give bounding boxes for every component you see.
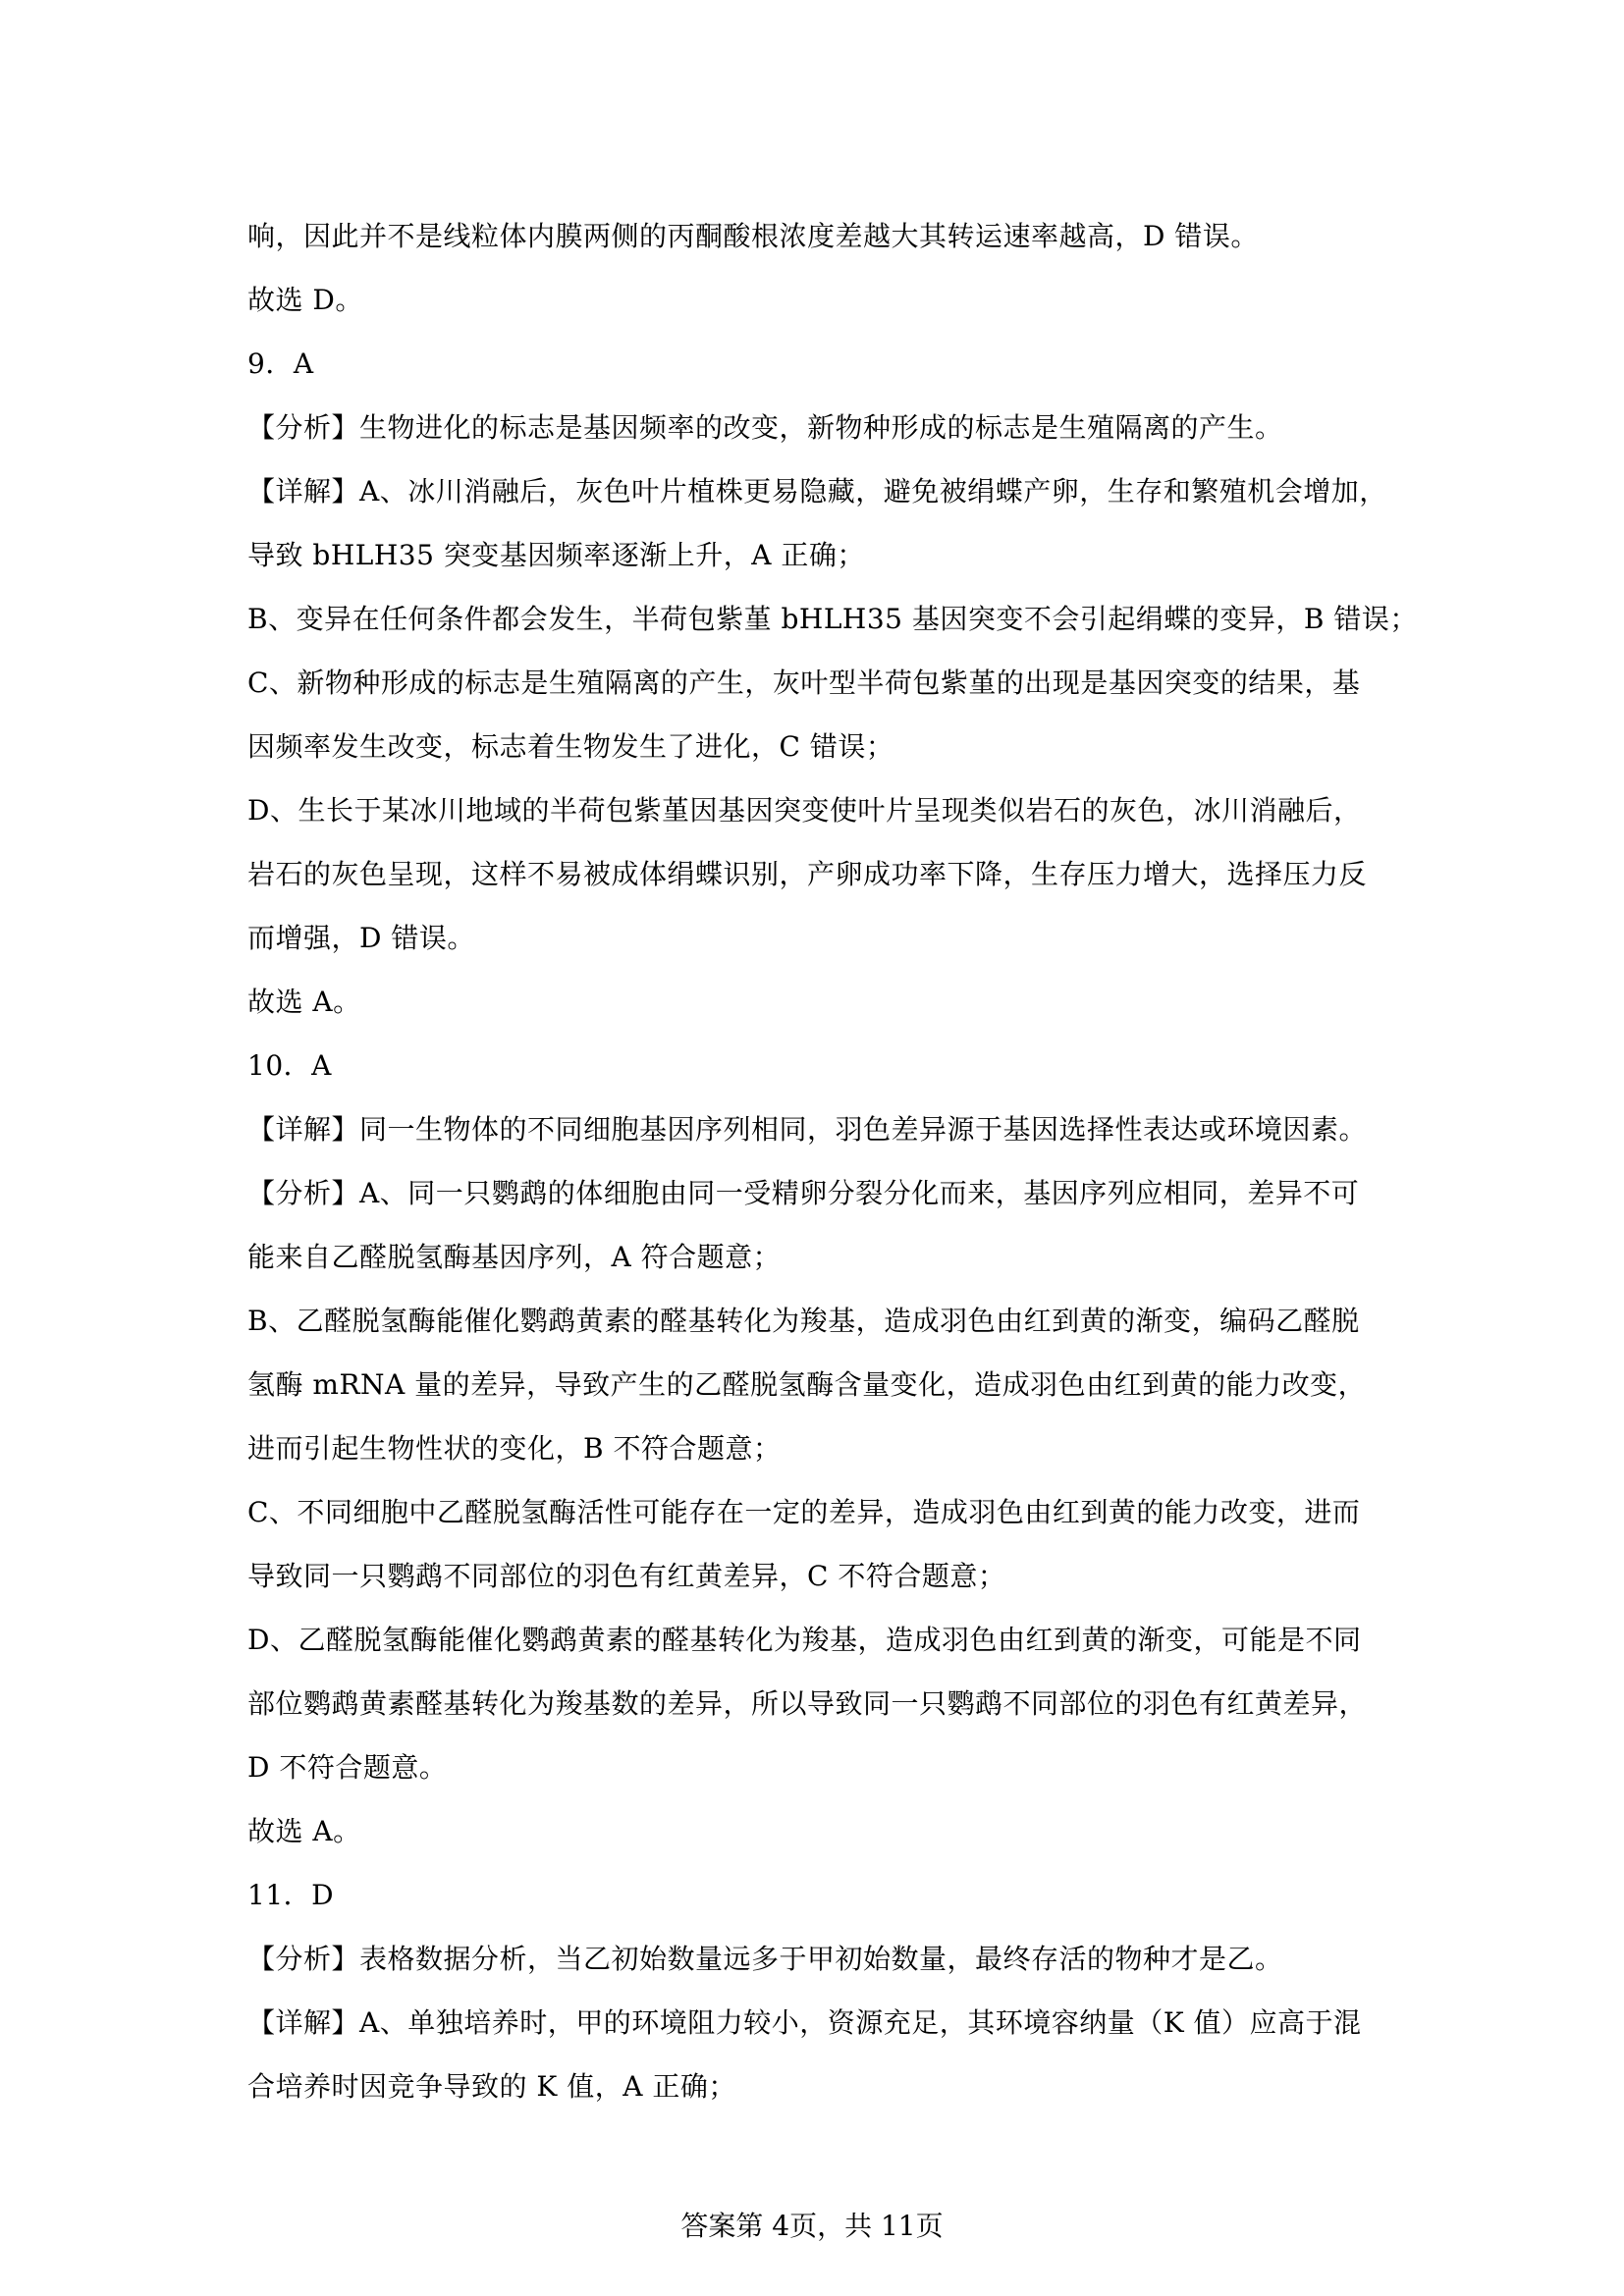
text-line: 【分析】表格数据分析，当乙初始数量远多于甲初始数量，最终存活的物种才是乙。 — [247, 1943, 1283, 1975]
question-number: 10．A — [247, 1049, 332, 1082]
text-line: D、生长于某冰川地域的半荷包紫堇因基因突变使叶片呈现类似岩石的灰色，冰川消融后， — [247, 794, 1362, 827]
text-line: 岩石的灰色呈现，这样不易被成体绢蝶识别，产卵成功率下降，生存压力增大，选择压力反 — [247, 858, 1368, 890]
text-line: B、变异在任何条件都会发生，半荷包紫堇 bHLH35 基因突变不会引起绢蝶的变异，B 错误； — [247, 603, 1418, 635]
text-line: 【详解】A、单独培养时，甲的环境阻力较小，资源充足，其环境容纳量（K 值）应高于混 — [247, 2006, 1362, 2039]
text-line: 【详解】A、冰川消融后，灰色叶片植株更易隐藏，避免被绢蝶产卵，生存和繁殖机会增加， — [247, 475, 1387, 507]
text-line: 导致同一只鹦鹉不同部位的羽色有红黄差异，C 不符合题意； — [247, 1560, 1006, 1592]
text-line: 【详解】同一生物体的不同细胞基因序列相同，羽色差异源于基因选择性表达或环境因素。 — [247, 1113, 1368, 1146]
text-line: 【分析】A、同一只鹦鹉的体细胞由同一受精卵分裂分化而来，基因序列应相同，差异不可 — [247, 1177, 1360, 1209]
text-line: D、乙醛脱氢酶能催化鹦鹉黄素的醛基转化为羧基，造成羽色由红到黄的渐变，可能是不同 — [247, 1624, 1362, 1656]
text-line: 导致 bHLH35 突变基因频率逐渐上升，A 正确； — [247, 539, 865, 571]
text-line: 故选 A。 — [247, 1815, 361, 1847]
question-number: 9．A — [247, 347, 314, 380]
text-line: 而增强，D 错误。 — [247, 922, 475, 954]
text-line: 因频率发生改变，标志着生物发生了进化，C 错误； — [247, 730, 894, 763]
text-line: 进而引起生物性状的变化，B 不符合题意； — [247, 1432, 782, 1465]
text-line: B、乙醛脱氢酶能催化鹦鹉黄素的醛基转化为羧基，造成羽色由红到黄的渐变，编码乙醛脱 — [247, 1305, 1360, 1337]
text-line: 合培养时因竞争导致的 K 值，A 正确； — [247, 2070, 736, 2103]
text-line: 故选 A。 — [247, 986, 361, 1018]
text-line: 能来自乙醛脱氢酶基因序列，A 符合题意； — [247, 1241, 782, 1273]
text-line: C、新物种形成的标志是生殖隔离的产生，灰叶型半荷包紫堇的出现是基因突变的结果，基 — [247, 667, 1361, 699]
page-footer: 答案第 4页，共 11页 — [680, 2210, 944, 2242]
text-line: 【分析】生物进化的标志是基因频率的改变，新物种形成的标志是生殖隔离的产生。 — [247, 411, 1283, 444]
text-line: D 不符合题意。 — [247, 1751, 448, 1784]
answer-text-body — [247, 204, 1418, 2118]
text-line: 响，因此并不是线粒体内膜两侧的丙酮酸根浓度差越大其转运速率越高，D 错误。 — [247, 220, 1259, 252]
text-line: 部位鹦鹉黄素醛基转化为羧基数的差异，所以导致同一只鹦鹉不同部位的羽色有红黄差异， — [247, 1687, 1368, 1720]
text-line: 氢酶 mRNA 量的差异，导致产生的乙醛脱氢酶含量变化，造成羽色由红到黄的能力改变， — [247, 1368, 1367, 1401]
text-line: 故选 D。 — [247, 284, 363, 316]
question-number: 11．D — [247, 1879, 335, 1911]
text-line: C、不同细胞中乙醛脱氢酶活性可能存在一定的差异，造成羽色由红到黄的能力改变，进而 — [247, 1496, 1361, 1528]
